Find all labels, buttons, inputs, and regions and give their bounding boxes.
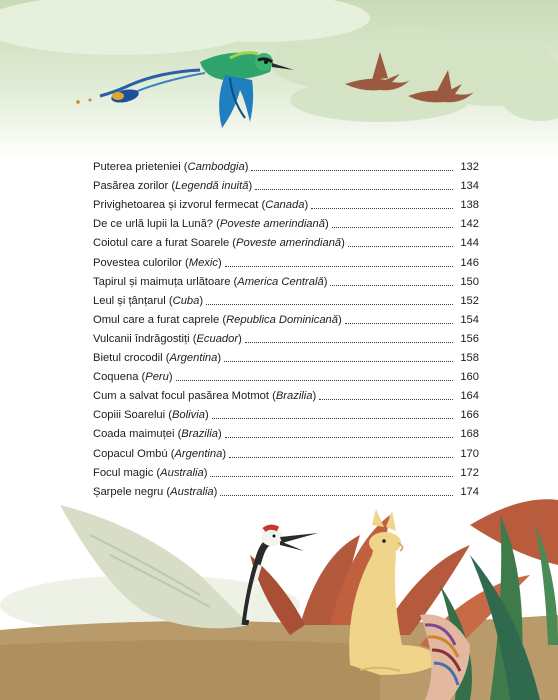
toc-entry-origin: Republica Dominicană <box>226 313 338 326</box>
toc-entry-origin: America Centrală <box>237 275 324 288</box>
toc-entry-page-number: 166 <box>460 409 479 422</box>
toc-entry-origin: Bolivia <box>171 409 205 422</box>
toc-entry-origin: Poveste amerindiană <box>236 237 342 250</box>
toc-entry-page-number: 172 <box>460 466 479 479</box>
dot-leader <box>212 418 453 419</box>
toc-entry-title: Vulcanii îndrăgostiți (Ecuador) <box>93 332 242 345</box>
dot-leader <box>224 361 453 362</box>
dot-leader <box>330 285 453 286</box>
dot-leader <box>206 304 453 305</box>
toc-entry[interactable] <box>93 422 479 441</box>
dot-leader <box>345 323 453 324</box>
toc-entry[interactable] <box>93 461 479 480</box>
toc-entry-title: Leul și țânțarul (Cuba) <box>93 294 204 307</box>
top-illustration <box>0 0 558 160</box>
toc-entry[interactable] <box>93 250 479 269</box>
toc-entry-page-number: 150 <box>460 275 479 288</box>
toc-entry-page-number: 160 <box>460 371 479 384</box>
toc-entry[interactable] <box>93 346 479 365</box>
toc-entry-page-number: 144 <box>460 237 479 250</box>
toc-entry-title: Tapirul și maimuța urlătoare (America Centrală) <box>93 275 328 288</box>
dot-leader <box>245 342 453 343</box>
toc-entry-title: Copacul Ombú (Argentina) <box>93 447 227 460</box>
dot-leader <box>229 457 453 458</box>
toc-entry-title: Coada maimuței (Brazilia) <box>93 428 222 441</box>
toc-entry-page-number: 138 <box>460 199 479 212</box>
toc-entry-title: Privighetoarea și izvorul fermecat (Canada) <box>93 199 309 212</box>
toc-entry-origin: Brazilia <box>181 428 218 441</box>
toc-entry[interactable] <box>93 289 479 308</box>
toc-entry-page-number: 170 <box>460 447 479 460</box>
bottom-illustration <box>0 495 558 700</box>
toc-entry-origin: Cambodgia <box>187 161 245 174</box>
toc-entry-page-number: 156 <box>460 332 479 345</box>
toc-entry-origin: Cuba <box>172 294 200 307</box>
toc-entry-title: Povestea culorilor (Mexic) <box>93 256 222 269</box>
toc-entry-page-number: 174 <box>460 485 479 498</box>
toc-entry[interactable] <box>93 174 479 193</box>
toc-entry-origin: Poveste amerindiană <box>219 218 325 231</box>
toc-entry-title: Șarpele negru (Australia) <box>93 485 218 498</box>
dot-leader <box>311 208 453 209</box>
toc-entry-title: Focul magic (Australia) <box>93 466 208 479</box>
toc-entry-title: Coquena (Peru) <box>93 371 173 384</box>
toc-entry[interactable] <box>93 384 479 403</box>
toc-entry-page-number: 164 <box>460 390 479 403</box>
dot-leader <box>319 399 453 400</box>
toc-entry[interactable] <box>93 308 479 327</box>
toc-entry-page-number: 132 <box>460 161 479 174</box>
toc-entry-page-number: 168 <box>460 428 479 441</box>
toc-entry-title: Copiii Soarelui (Bolivia) <box>93 409 209 422</box>
toc-entry-title: Pasărea zorilor (Legendă inuită) <box>93 180 253 193</box>
dot-leader <box>176 380 453 381</box>
toc-entry-origin: Canada <box>265 199 305 212</box>
toc-entry[interactable] <box>93 231 479 250</box>
toc-entry-origin: Argentina <box>169 352 218 365</box>
dot-leader <box>225 266 453 267</box>
toc-entry-origin: Australia <box>160 466 204 479</box>
toc-entry-origin: Brazilia <box>275 390 313 403</box>
toc-entry-origin: Legendă inuită <box>175 180 249 193</box>
toc-entry-page-number: 152 <box>460 294 479 307</box>
toc-entry-origin: Peru <box>145 371 169 384</box>
green-clouds <box>270 26 558 122</box>
toc-entry-page-number: 158 <box>460 352 479 365</box>
toc-entry-title: Bietul crocodil (Argentina) <box>93 352 222 365</box>
dot-leader <box>251 170 453 171</box>
toc-entry-origin: Argentina <box>174 447 223 460</box>
toc-entry[interactable] <box>93 403 479 422</box>
toc-entry-origin: Ecuador <box>196 332 239 345</box>
toc-entry-page-number: 146 <box>460 256 479 269</box>
toc-entry[interactable] <box>93 327 479 346</box>
toc-entry[interactable] <box>93 365 479 384</box>
toc-entry-page-number: 134 <box>460 180 479 193</box>
dot-leader <box>255 189 453 190</box>
toc-entry-page-number: 142 <box>460 218 479 231</box>
toc-entry-origin: Mexic <box>188 256 218 269</box>
dot-leader <box>210 476 453 477</box>
toc-entry-origin: Australia <box>170 485 214 498</box>
toc-entry-title: Omul care a furat caprele (Republica Dominicană) <box>93 313 342 326</box>
dot-leader <box>348 246 453 247</box>
toc-entry[interactable] <box>93 193 479 212</box>
toc-entry-title: Cum a salvat focul pasărea Motmot (Brazilia) <box>93 390 317 403</box>
toc-entry[interactable] <box>93 155 479 174</box>
toc-entry-page-number: 154 <box>460 313 479 326</box>
dot-leader <box>332 227 453 228</box>
toc-entry-title: De ce urlă lupii la Lună? (Poveste amerindiană) <box>93 218 329 231</box>
dot-leader <box>225 437 453 438</box>
toc-entry-title: Puterea prieteniei (Cambodgia) <box>93 161 249 174</box>
toc-entry[interactable] <box>93 441 479 460</box>
table-of-contents <box>93 155 479 499</box>
toc-entry[interactable] <box>93 212 479 231</box>
toc-entry-title: Coiotul care a furat Soarele (Poveste amerindiană) <box>93 237 345 250</box>
toc-entry[interactable] <box>93 270 479 289</box>
